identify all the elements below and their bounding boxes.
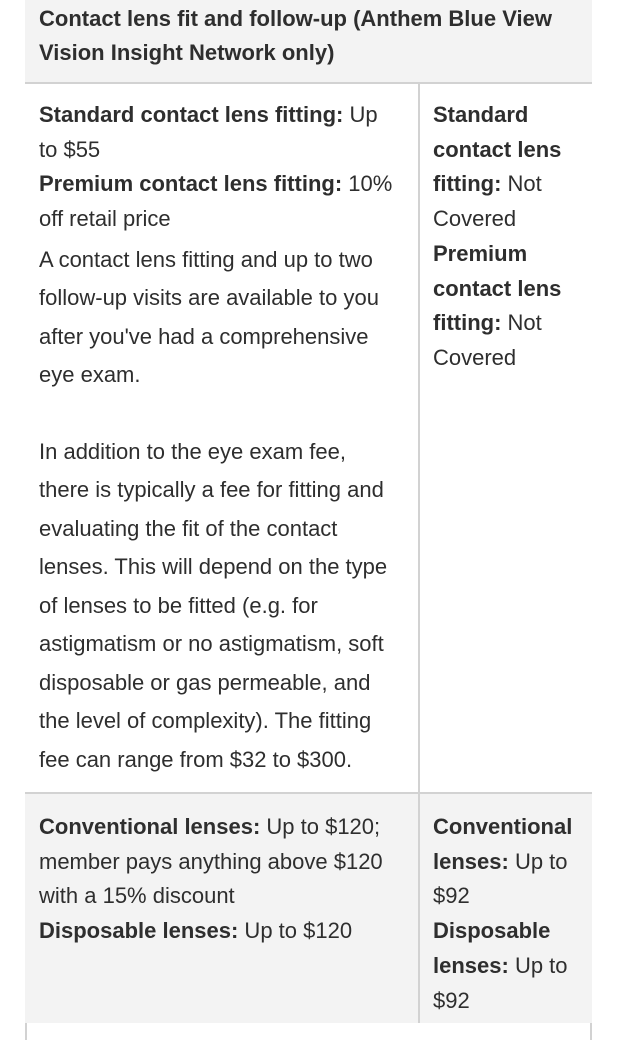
standard-fitting-line (39, 98, 409, 133)
oon-disposable-label-2: lenses: (433, 952, 509, 978)
disposable-lenses-label: Disposable lenses: (39, 918, 239, 944)
oon-conventional-line (433, 845, 583, 880)
conventional-lenses-value: Up to $120; (260, 814, 381, 839)
oon-conventional-label-1: Conventional (433, 814, 573, 839)
paragraph-line: disposable or gas permeable, and (39, 669, 371, 695)
oon-premium-line (433, 306, 583, 341)
column-divider (418, 794, 420, 1023)
paragraph-line: eye exam. (39, 362, 141, 388)
column-divider (418, 84, 420, 792)
premium-fitting-value: 10% (342, 171, 393, 197)
table-row-lenses (25, 792, 592, 1023)
premium-fitting-label: Premium contact lens fitting: (39, 171, 343, 197)
oon-disposable-line (433, 949, 583, 984)
paragraph-line: follow-up visits are available to you (39, 285, 379, 311)
standard-fitting-value-cont: to $55 (39, 136, 101, 162)
paragraph-line: fee can range from $32 to $300. (39, 746, 353, 772)
paragraph-line: A contact lens fitting and up to two (39, 246, 373, 272)
oon-standard-label-3: fitting: (433, 171, 502, 197)
out-of-network-cell-fitting (433, 98, 583, 376)
paragraph-line: evaluating the fit of the contact (39, 515, 338, 541)
oon-standard-value-cont: Covered (433, 206, 517, 232)
oon-standard-label-2: contact lens (433, 136, 562, 162)
table-row-fitting (25, 84, 592, 792)
oon-disposable-value-cont: $92 (433, 987, 470, 1013)
table-header-row (25, 0, 592, 84)
oon-conventional-label-2: lenses: (433, 848, 509, 874)
oon-premium-value: Not (501, 310, 542, 336)
in-network-cell-fitting (39, 98, 409, 779)
oon-conventional-value: Up to (508, 848, 568, 874)
standard-fitting-value: Up (343, 102, 378, 127)
conventional-lenses-label: Conventional lenses: (39, 814, 261, 839)
oon-premium-value-cont: Covered (433, 344, 517, 370)
paragraph-line: of lenses to be fitted (e.g. for (39, 592, 318, 618)
oon-standard-label-1: Standard (433, 102, 529, 127)
oon-disposable-value: Up to (508, 952, 568, 978)
header-line-2: Vision Insight Network only) (39, 40, 335, 65)
premium-fitting-value-cont: off retail price (39, 206, 171, 232)
fitting-description-paragraph (39, 241, 409, 395)
paragraph-line: after you've had a comprehensive (39, 323, 369, 349)
out-of-network-cell-lenses (433, 810, 583, 1018)
paragraph-line: lenses. This will depend on the type (39, 554, 388, 580)
oon-standard-value: Not (501, 171, 542, 197)
oon-standard-line (433, 167, 583, 202)
oon-disposable-label-1: Disposable (433, 918, 551, 944)
oon-premium-label-2: contact lens (433, 275, 562, 301)
premium-fitting-line (39, 167, 409, 202)
conventional-lenses-value-cont: member pays anything above $120 (39, 848, 383, 874)
disposable-lenses-line (39, 914, 409, 949)
standard-fitting-label: Standard contact lens fitting: (39, 102, 344, 127)
conventional-lenses-line (39, 810, 409, 845)
oon-premium-label-1: Premium (433, 240, 528, 266)
oon-conventional-value-cont: $92 (433, 883, 470, 909)
paragraph-line: there is typically a fee for fitting and (39, 477, 384, 503)
oon-premium-label-3: fitting: (433, 310, 502, 336)
table-header-title (39, 2, 578, 70)
fitting-fee-paragraph (39, 433, 409, 780)
paragraph-line: the level of complexity). The fitting (39, 708, 372, 734)
conventional-lenses-value-cont: with a 15% discount (39, 883, 235, 909)
header-line-1: Contact lens fit and follow-up (Anthem Blue View (39, 6, 552, 31)
in-network-cell-lenses (39, 810, 409, 949)
disposable-lenses-value: Up to $120 (238, 918, 353, 944)
paragraph-line: In addition to the eye exam fee, (39, 438, 346, 464)
paragraph-line: astigmatism or no astigmatism, soft (39, 631, 384, 657)
